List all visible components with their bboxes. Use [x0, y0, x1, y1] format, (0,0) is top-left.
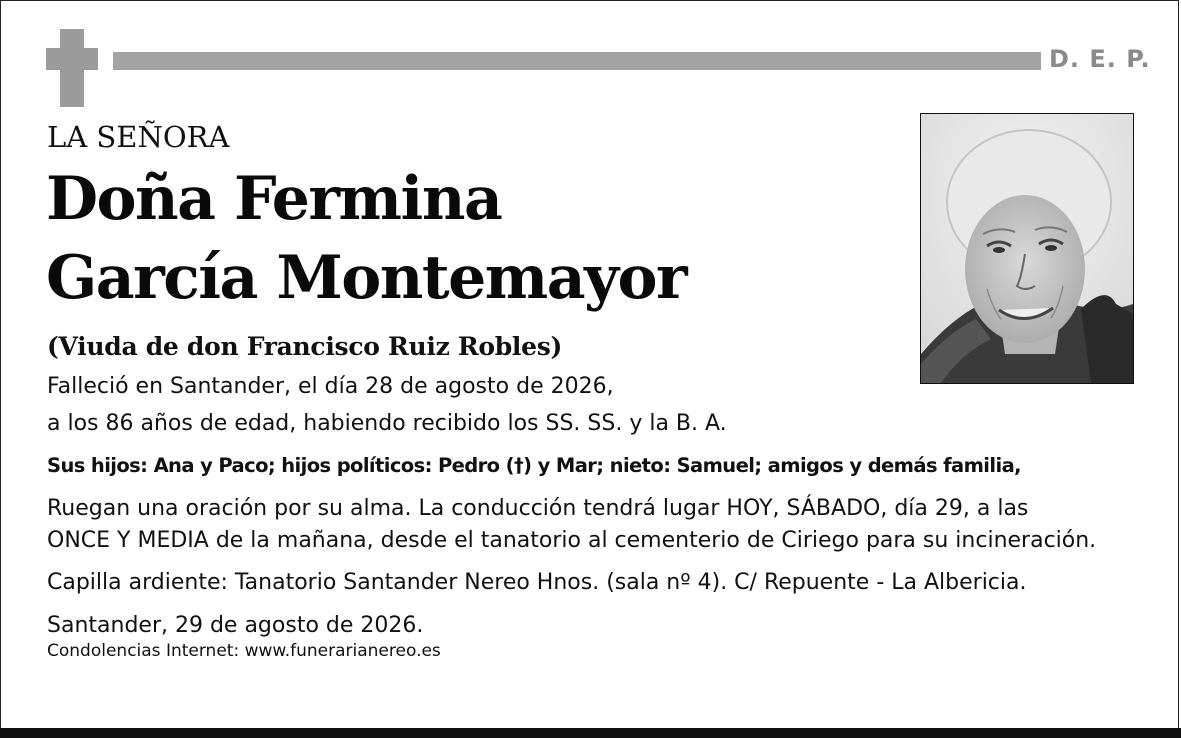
deceased-name-line-1: Doña Fermina	[46, 164, 502, 234]
widow-of: (Viuda de don Francisco Ruiz Robles)	[47, 332, 563, 361]
place-date: Santander, 29 de agosto de 2026.	[47, 613, 424, 638]
death-line-1: Falleció en Santander, el día 28 de agosto de 2026,	[47, 374, 614, 399]
death-line-2: a los 86 años de edad, habiendo recibido los SS. SS. y la B. A.	[47, 411, 727, 436]
portrait-photo	[920, 113, 1134, 384]
prayer-line-1: Ruegan una oración por su alma. La conducción tendrá lugar HOY, SÁBADO, día 29, a las	[47, 496, 1029, 521]
prayer-line-2: ONCE Y MEDIA de la mañana, desde el tanatorio al cementerio de Ciriego para su incineración.	[47, 528, 1097, 553]
deceased-name-line-2: García Montemayor	[46, 243, 687, 313]
dep-label: D. E. P.	[1049, 45, 1151, 73]
header-rule	[113, 52, 1041, 70]
condolences-link: Condolencias Internet: www.funerarianereo.es	[47, 641, 441, 661]
honorific: LA SEÑORA	[47, 120, 230, 154]
bottom-border	[0, 728, 1181, 738]
family-list: Sus hijos: Ana y Paco; hijos políticos: Pedro (†) y Mar; nieto: Samuel; amigos y demás familia,	[47, 454, 1021, 477]
chapel-info: Capilla ardiente: Tanatorio Santander Nereo Hnos. (sala nº 4). C/ Repuente - La Albericia.	[47, 570, 1027, 595]
